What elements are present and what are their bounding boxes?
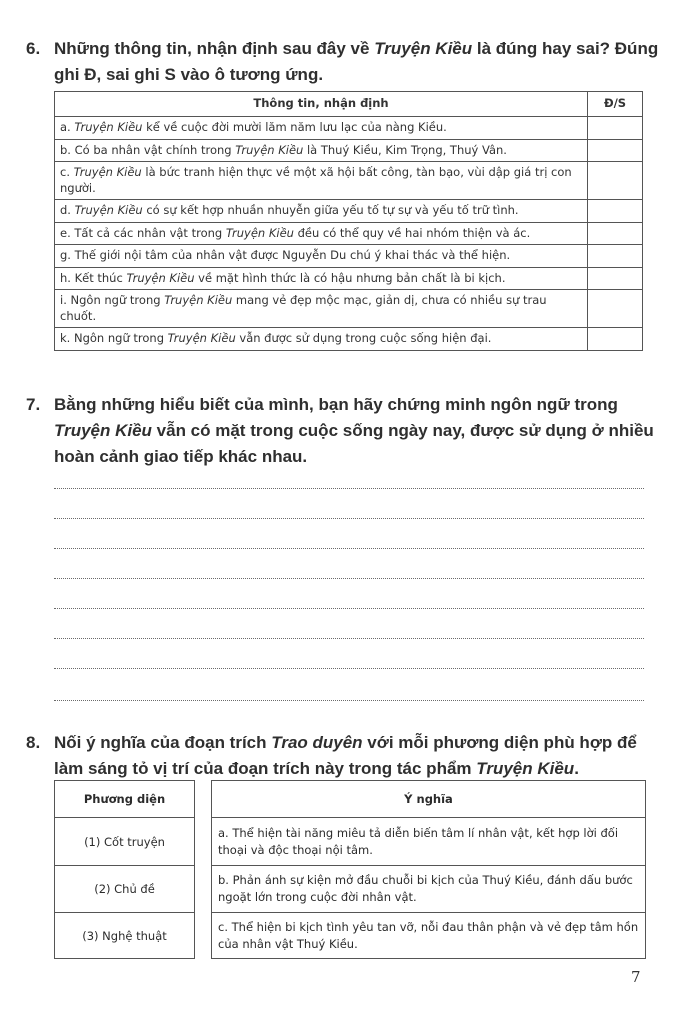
title-text-mid: với mỗi phương diện phù hợp để làm sáng tỏ vị trí của đoạn trích này trong tác phẩm — [54, 733, 637, 778]
title-text-end: vẫn có mặt trong cuộc sống ngày nay, được sử dụng ở nhiều hoàn cảnh giao tiếp khác nhau. — [54, 421, 654, 466]
column-header-answer: Đ/S — [588, 92, 643, 117]
true-false-table — [54, 91, 643, 351]
answer-line[interactable] — [54, 518, 644, 519]
question-7 — [26, 392, 662, 470]
column-header-statement: Thông tin, nhận định — [55, 92, 588, 117]
statement-cell: i. Ngôn ngữ trong Truyện Kiều mang vẻ đẹp mộc mạc, giản dị, chưa có nhiều sự trau chuốt. — [55, 290, 588, 328]
statement-cell: c. Truyện Kiều là bức tranh hiện thực về một xã hội bất công, tàn bạo, vùi dập giá trị con người. — [55, 162, 588, 200]
table-row — [55, 328, 643, 351]
statement-cell: k. Ngôn ngữ trong Truyện Kiều vẫn được sử dụng trong cuộc sống hiện đại. — [55, 328, 588, 351]
question-8 — [26, 730, 662, 782]
table-header — [55, 92, 643, 117]
aspect-item-theme[interactable]: (2) Chủ đề — [55, 866, 194, 913]
statement-cell: d. Truyện Kiều có sự kết hợp nhuần nhuyễn giữa yếu tố tự sự và yếu tố trữ tình. — [55, 200, 588, 223]
question-6-title — [26, 36, 662, 88]
table-row — [55, 200, 643, 223]
aspect-item-plot[interactable]: (1) Cốt truyện — [55, 818, 194, 866]
meaning-item-b[interactable]: b. Phản ánh sự kiện mở đầu chuỗi bi kịch của Thuý Kiều, đánh dấu bước ngoặt lớn trong cuộc đời nhân vật. — [212, 866, 645, 913]
title-italic-2: Truyện Kiều — [476, 759, 575, 778]
meaning-header: Ý nghĩa — [212, 781, 645, 818]
answer-cell[interactable] — [588, 200, 643, 223]
meaning-item-a[interactable]: a. Thể hiện tài năng miêu tả diễn biến tâm lí nhân vật, kết hợp lời đối thoại và độc thoại nội tâm. — [212, 818, 645, 866]
aspect-column — [54, 780, 195, 959]
aspect-item-art[interactable]: (3) Nghệ thuật — [82, 928, 167, 943]
question-7-title — [26, 392, 662, 470]
title-italic: Truyện Kiều — [374, 39, 473, 58]
answer-line[interactable] — [54, 488, 644, 489]
answer-cell[interactable] — [588, 139, 643, 162]
title-italic: Truyện Kiều — [54, 421, 152, 440]
table-row — [55, 139, 643, 162]
table-row — [55, 267, 643, 290]
title-text: Bằng những hiểu biết của mình, bạn hãy chứng minh ngôn ngữ trong — [54, 395, 618, 414]
title-text: Những thông tin, nhận định sau đây về — [54, 39, 375, 58]
title-italic: Trao duyên — [271, 733, 363, 752]
question-8-title — [26, 730, 662, 782]
answer-cell[interactable] — [588, 245, 643, 268]
table-row — [55, 162, 643, 200]
aspect-header: Phương diện — [55, 781, 194, 818]
answer-cell[interactable] — [588, 328, 643, 351]
answer-line[interactable] — [54, 578, 644, 579]
table-row — [55, 222, 643, 245]
answer-cell[interactable] — [588, 222, 643, 245]
answer-line[interactable] — [54, 608, 644, 609]
title-text-end: . — [574, 759, 579, 778]
answer-cell[interactable] — [588, 290, 643, 328]
table-row — [55, 290, 643, 328]
answer-cell[interactable] — [588, 162, 643, 200]
question-number: 6. — [26, 39, 41, 58]
statement-cell: g. Thế giới nội tâm của nhân vật được Nguyễn Du chú ý khai thác và thể hiện. — [55, 245, 588, 268]
statement-cell: a. Truyện Kiều kể về cuộc đời mười lăm năm lưu lạc của nàng Kiều. — [55, 117, 588, 140]
meaning-column — [211, 780, 646, 959]
page-number: 7 — [631, 968, 641, 986]
statement-cell: h. Kết thúc Truyện Kiều về mặt hình thức là có hậu nhưng bản chất là bi kịch. — [55, 267, 588, 290]
answer-line[interactable] — [54, 638, 644, 639]
answer-line[interactable] — [54, 548, 644, 549]
table-row — [55, 245, 643, 268]
question-6 — [26, 36, 662, 88]
question-number: 7. — [26, 395, 41, 414]
answer-line[interactable] — [54, 668, 644, 669]
meaning-item-c[interactable]: c. Thể hiện bi kịch tình yêu tan vỡ, nỗi đau thân phận và vẻ đẹp tâm hồn của nhân vật Thuý Kiều. — [218, 919, 639, 951]
question-number: 8. — [26, 733, 41, 752]
statement-cell: b. Có ba nhân vật chính trong Truyện Kiều là Thuý Kiều, Kim Trọng, Thuý Vân. — [55, 139, 588, 162]
statement-cell: e. Tất cả các nhân vật trong Truyện Kiều đều có thể quy về hai nhóm thiện và ác. — [55, 222, 588, 245]
title-text-end: là đúng hay sai? Đúng ghi Đ, sai ghi S vào ô tương ứng. — [54, 39, 659, 84]
answer-line[interactable] — [54, 700, 644, 701]
table-row — [55, 117, 643, 140]
title-text: Nối ý nghĩa của đoạn trích — [54, 733, 272, 752]
answer-cell[interactable] — [588, 117, 643, 140]
answer-cell[interactable] — [588, 267, 643, 290]
